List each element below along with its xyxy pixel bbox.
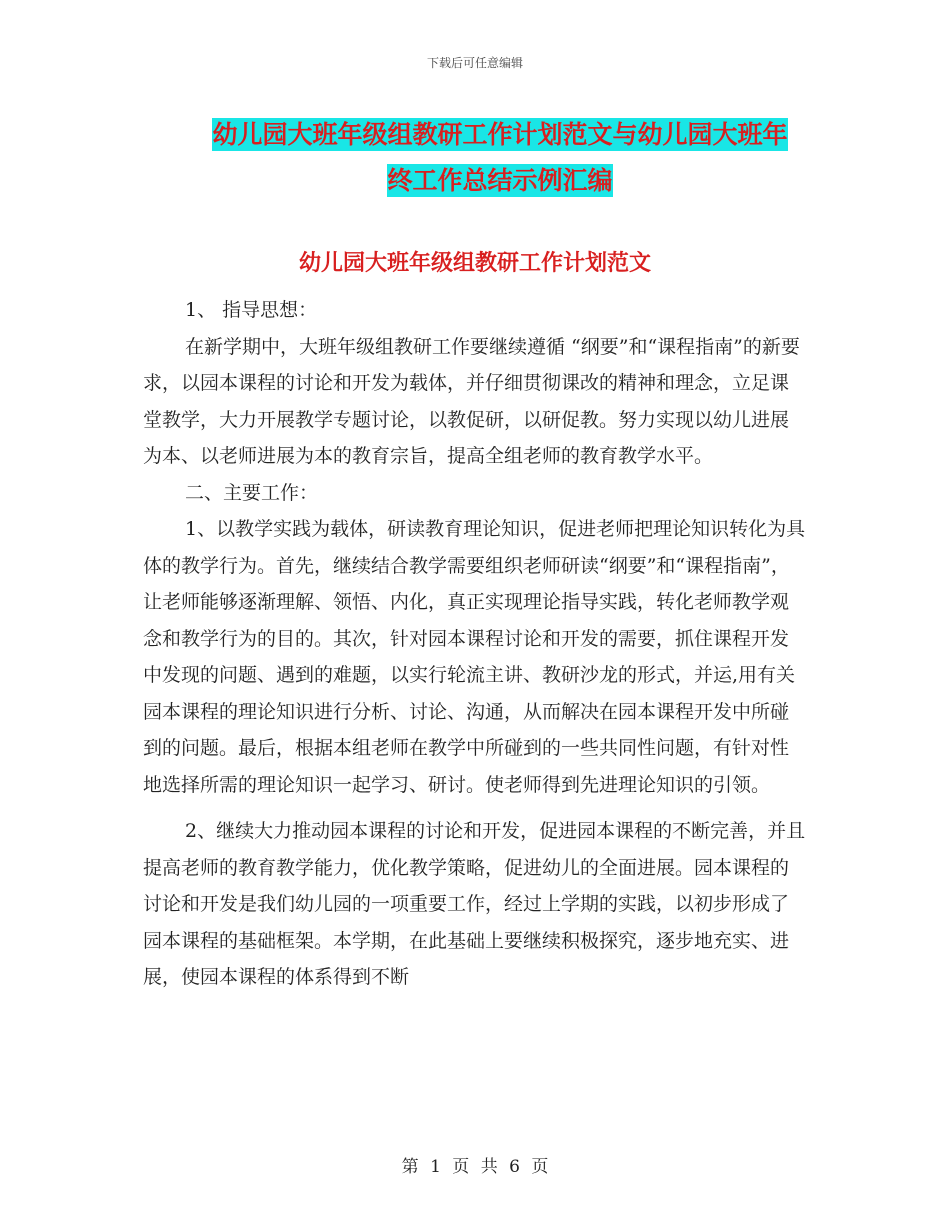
page-header-note: 下载后可任意编辑 [426,56,523,70]
document-body [143,292,807,996]
document-title [140,112,860,204]
document-title-line-2: 终工作总结示例汇编 [387,166,613,195]
paragraph-work-item-2: 2、继续大力推动园本课程的讨论和开发，促进园本课程的不断完善，并且提高老师的教育教学能力，优化教学策略，促进幼儿的全面进展。园本课程的讨论和开发是我们幼儿园的一项重要工作，经过上学期的实践，以初步形成了园本课程的基础框架。本学期，在此基础上要继续积极探究，逐步地充实、进展，使园本课程的体系得到不断 [143,820,806,988]
paragraph-work-item-1: 1、以教学实践为载体，研读教育理论知识，促进老师把理论知识转化为具体的教学行为。首先，继续结合教学需要组织老师研读“纲要”和“课程指南”，让老师能够逐渐理解、领悟、内化，真正实现理论指导实践，转化老师教学观念和教学行为的目的。其次，针对园本课程讨论和开发的需要，抓住课程开发中发现的问题、遇到的难题，以实行轮流主讲、教研沙龙的形式，并运,用有关园本课程的理论知识进行分析、讨论、沟通，从而解决在园本课程开发中所碰到的问题。最后，根据本组老师在教学中所碰到的一些共同性问题，有针对性地选择所需的理论知识一起学习、研讨。使老师得到先进理论知识的引领。 [143,518,806,796]
page-number-footer: 第 1 页 共 6 页 [401,1157,549,1177]
paragraph-guiding-heading: 1、 指导思想： [185,299,318,321]
document-title-line-1: 幼儿园大班年级组教研工作计划范文与幼儿园大班年 [212,120,788,149]
paragraph-guiding-content: 在新学期中，大班年级组教研工作要继续遵循 “纲要”和“课程指南”的新要求，以园本课程的讨论和开发为载体，并仔细贯彻课改的精神和理念，立足课堂教学，大力开展教学专题讨论，以教促研，以研促教。努力实现以幼儿进展为本、以老师进展为本的教育宗旨，提高全组老师的教育教学水平。 [143,335,800,467]
section-title: 幼儿园大班年级组教研工作计划范文 [298,250,651,276]
paragraph-main-work-heading: 二、主要工作： [185,481,319,504]
